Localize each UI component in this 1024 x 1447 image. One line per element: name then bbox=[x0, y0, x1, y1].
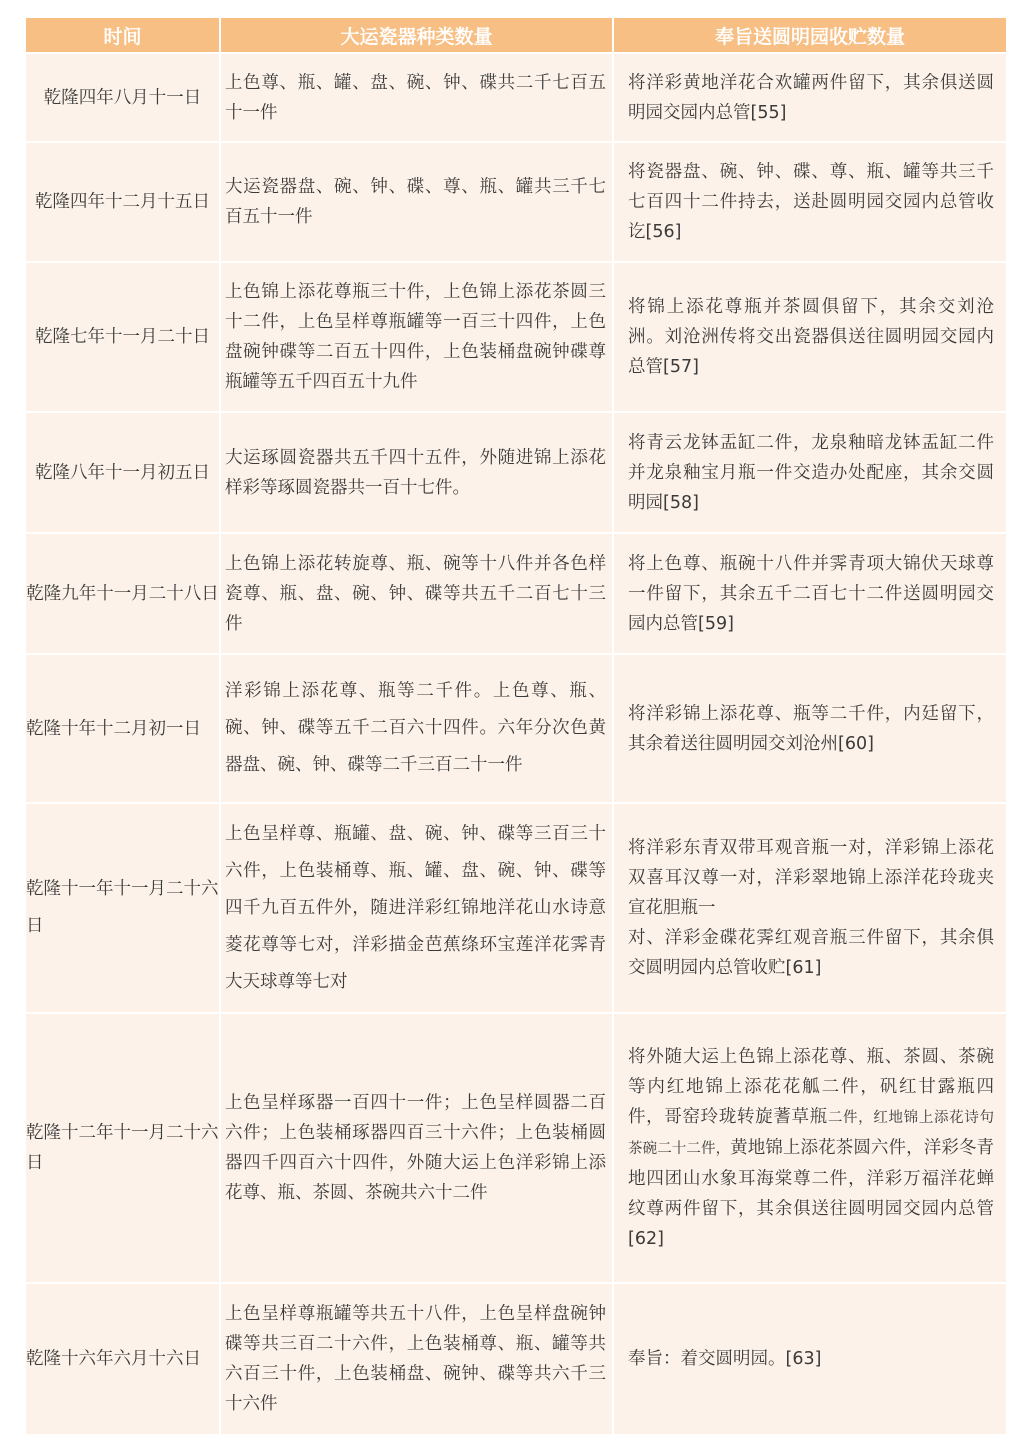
table-row bbox=[26, 1282, 1006, 1434]
porcelain-cell: 大运琢圆瓷器共五千四十五件，外随进锦上添花样彩等琢圆瓷器共一百十七件。 bbox=[221, 411, 614, 532]
porcelain-cell: 上色尊、瓶、罐、盘、碗、钟、碟共二千七百五十一件 bbox=[221, 52, 614, 141]
table-container bbox=[26, 18, 1006, 1434]
table-row bbox=[26, 532, 1006, 653]
sent-cell bbox=[614, 802, 1006, 1012]
porcelain-cell: 大运瓷器盘、碗、钟、碟、尊、瓶、罐共三千七百五十一件 bbox=[221, 141, 614, 261]
time-cell: 乾隆九年十一月二十八日 bbox=[26, 532, 221, 653]
sent-cell bbox=[614, 1012, 1006, 1282]
porcelain-cell: 上色呈样尊瓶罐等共五十八件，上色呈样盘碗钟碟等共三百二十六件，上色装桶尊、瓶、罐等共六百三十件，上色装桶盘、碗钟、碟等共六千三十六件 bbox=[221, 1282, 614, 1434]
time-cell: 乾隆四年八月十一日 bbox=[26, 52, 221, 141]
time-cell: 乾隆十六年六月十六日 bbox=[26, 1282, 221, 1434]
table-row bbox=[26, 141, 1006, 261]
header-time: 时间 bbox=[26, 18, 221, 52]
sent-text-small: 二件，红地锦上添花诗句茶碗二十二件， bbox=[628, 1110, 995, 1157]
sent-line: 将洋彩东青双带耳观音瓶一对，洋彩锦上添花双喜耳汉尊一对，洋彩翠地锦上添洋花玲珑夹宣花胆瓶一 bbox=[628, 838, 994, 918]
table-row bbox=[26, 802, 1006, 1012]
sent-cell: 奉旨：着交圆明园。[63] bbox=[614, 1282, 1006, 1434]
time-cell: 乾隆七年十一月二十日 bbox=[26, 261, 221, 411]
table-row bbox=[26, 1012, 1006, 1282]
header-row bbox=[26, 18, 1006, 52]
header-sent: 奉旨送圆明园收贮数量 bbox=[614, 18, 1006, 52]
sent-cell: 将瓷器盘、碗、钟、碟、尊、瓶、罐等共三千七百四十二件持去，送赴圆明园交园内总管收讫[56] bbox=[614, 141, 1006, 261]
porcelain-cell: 上色锦上添花转旋尊、瓶、碗等十八件并各色样瓷尊、瓶、盘、碗、钟、碟等共五千二百七十三件 bbox=[221, 532, 614, 653]
sent-text: 黄地锦上添花茶圆六件，洋彩冬青地四团山水象耳海棠尊二件，洋彩万福洋花蝉纹尊两件留下，其余俱送往圆明园交园内总管[62] bbox=[628, 1138, 995, 1249]
porcelain-table bbox=[26, 18, 1006, 1434]
sent-text: 将外随大运上色锦上添花尊、瓶、茶圆、茶碗等内红地锦上添花花觚二件，矾红甘露瓶四件，哥窑玲珑转旋蓍草瓶 bbox=[628, 1047, 994, 1127]
table-row bbox=[26, 261, 1006, 411]
table-row bbox=[26, 411, 1006, 532]
time-cell: 乾隆十二年十一月二十六日 bbox=[26, 1012, 221, 1282]
porcelain-cell: 洋彩锦上添花尊、瓶等二千件。上色尊、瓶、碗、钟、碟等五千二百六十四件。六年分次色黄器盘、碗、钟、碟等二千三百二十一件 bbox=[221, 653, 614, 802]
porcelain-cell: 上色锦上添花尊瓶三十件，上色锦上添花茶圆三十二件，上色呈样尊瓶罐等一百三十四件，上色盘碗钟碟等二百五十四件，上色装桶盘碗钟碟尊瓶罐等五千四百五十九件 bbox=[221, 261, 614, 411]
sent-cell: 将上色尊、瓶碗十八件并霁青项大锦伏天球尊一件留下，其余五千二百七十二件送圆明园交园内总管[59] bbox=[614, 532, 1006, 653]
porcelain-cell: 上色呈样尊、瓶罐、盘、碗、钟、碟等三百三十六件，上色装桶尊、瓶、罐、盘、碗、钟、碟等四千九百五件外，随进洋彩红锦地洋花山水诗意菱花尊等七对，洋彩描金芭蕉绦环宝莲洋花霁青大天球尊等七对 bbox=[221, 802, 614, 1012]
sent-cell: 将锦上添花尊瓶并茶圆俱留下，其余交刘沧洲。刘沧洲传将交出瓷器俱送往圆明园交园内总管[57] bbox=[614, 261, 1006, 411]
sent-line: 对、洋彩金碟花霁红观音瓶三件留下，其余俱交圆明园内总管收贮[61] bbox=[628, 928, 994, 978]
sent-cell: 将洋彩锦上添花尊、瓶等二千件，内廷留下，其余着送往圆明园交刘沧州[60] bbox=[614, 653, 1006, 802]
porcelain-cell: 上色呈样琢器一百四十一件；上色呈样圆器二百六件；上色装桶琢器四百三十六件；上色装桶圆器四千四百六十四件，外随大运上色洋彩锦上添花尊、瓶、茶圆、茶碗共六十二件 bbox=[221, 1012, 614, 1282]
sent-cell: 将洋彩黄地洋花合欢罐两件留下，其余俱送圆明园交园内总管[55] bbox=[614, 52, 1006, 141]
table-row bbox=[26, 653, 1006, 802]
time-cell: 乾隆十一年十一月二十六日 bbox=[26, 802, 221, 1012]
time-cell: 乾隆四年十二月十五日 bbox=[26, 141, 221, 261]
table-row bbox=[26, 52, 1006, 141]
sent-cell: 将青云龙钵盂缸二件，龙泉釉暗龙钵盂缸二件并龙泉釉宝月瓶一件交造办处配座，其余交圆明园[58] bbox=[614, 411, 1006, 532]
time-cell: 乾隆十年十二月初一日 bbox=[26, 653, 221, 802]
header-porcelain: 大运瓷器种类数量 bbox=[221, 18, 614, 52]
time-cell: 乾隆八年十一月初五日 bbox=[26, 411, 221, 532]
